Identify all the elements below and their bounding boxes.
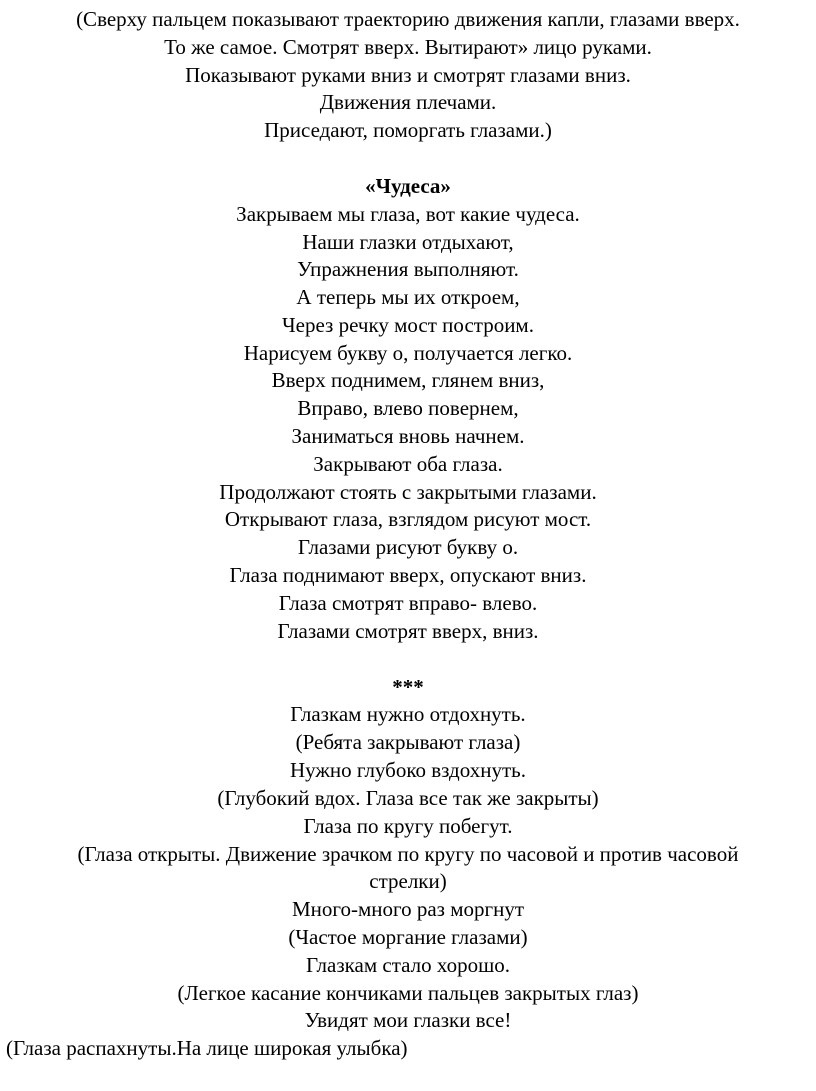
section-title-stars: *** <box>392 675 424 699</box>
poem-line: Открывают глаза, взглядом рисуют мост. <box>224 507 592 531</box>
section-title-chudesa: «Чудеса» <box>365 174 451 198</box>
poem-line: Много-много раз моргнут <box>291 897 525 921</box>
poem-line: Через речку мост построим. <box>282 313 534 337</box>
poem-line: (Глубокий вдох. Глаза все так же закрыты) <box>217 786 599 810</box>
poem-line: Вверх поднимем, глянем вниз, <box>271 368 545 392</box>
poem-line: стрелки) <box>369 869 447 893</box>
poem-line: (Легкое касание кончиками пальцев закрытых глаз) <box>177 981 639 1005</box>
intro-line: Движения плечами. <box>319 90 497 114</box>
poem-line: Продолжают стоять с закрытыми глазами. <box>219 480 597 504</box>
intro-line: Приседают, поморгать глазами.) <box>264 118 552 142</box>
poem-line: (Глаза открыты. Движение зрачком по кругу по часовой и против часовой <box>77 842 739 866</box>
intro-line: То же самое. Смотрят вверх. Вытирают» лицо руками. <box>164 35 652 59</box>
poem-line: Глаза по кругу побегут. <box>303 814 513 838</box>
poem-line: Глазами рисуют букву о. <box>297 535 519 559</box>
poem-line: Закрываем мы глаза, вот какие чудеса. <box>236 202 580 226</box>
intro-line: (Сверху пальцем показывают траекторию движения капли, глазами вверх. <box>76 7 740 31</box>
intro-line: Показывают руками вниз и смотрят глазами вниз. <box>185 63 631 87</box>
poem-line: Глазами смотрят вверх, вниз. <box>277 619 539 643</box>
poem-line: Глаза поднимают вверх, опускают вниз. <box>229 563 587 587</box>
poem-line: (Ребята закрывают глаза) <box>295 730 521 754</box>
poem-line: Глазкам нужно отдохнуть. <box>290 702 526 726</box>
poem-line: Нужно глубоко вздохнуть. <box>290 758 526 782</box>
poem-line: Нарисуем букву о, получается легко. <box>243 341 573 365</box>
poem-line: Увидят мои глазки все! <box>304 1008 512 1032</box>
poem-line: Заниматься вновь начнем. <box>291 424 525 448</box>
poem-line: Упражнения выполняют. <box>297 257 519 281</box>
poem-line: А теперь мы их откроем, <box>296 285 520 309</box>
poem-line: Наши глазки отдыхают, <box>302 230 514 254</box>
poem-line: Закрывают оба глаза. <box>313 452 503 476</box>
poem-line: (Глаза распахнуты.На лице широкая улыбка) <box>6 1036 408 1060</box>
poem-line: Вправо, влево повернем, <box>297 396 519 420</box>
poem-line: Глаза смотрят вправо- влево. <box>278 591 538 615</box>
poem-line: (Частое моргание глазами) <box>288 925 528 949</box>
poem-line: Глазкам стало хорошо. <box>305 953 510 977</box>
